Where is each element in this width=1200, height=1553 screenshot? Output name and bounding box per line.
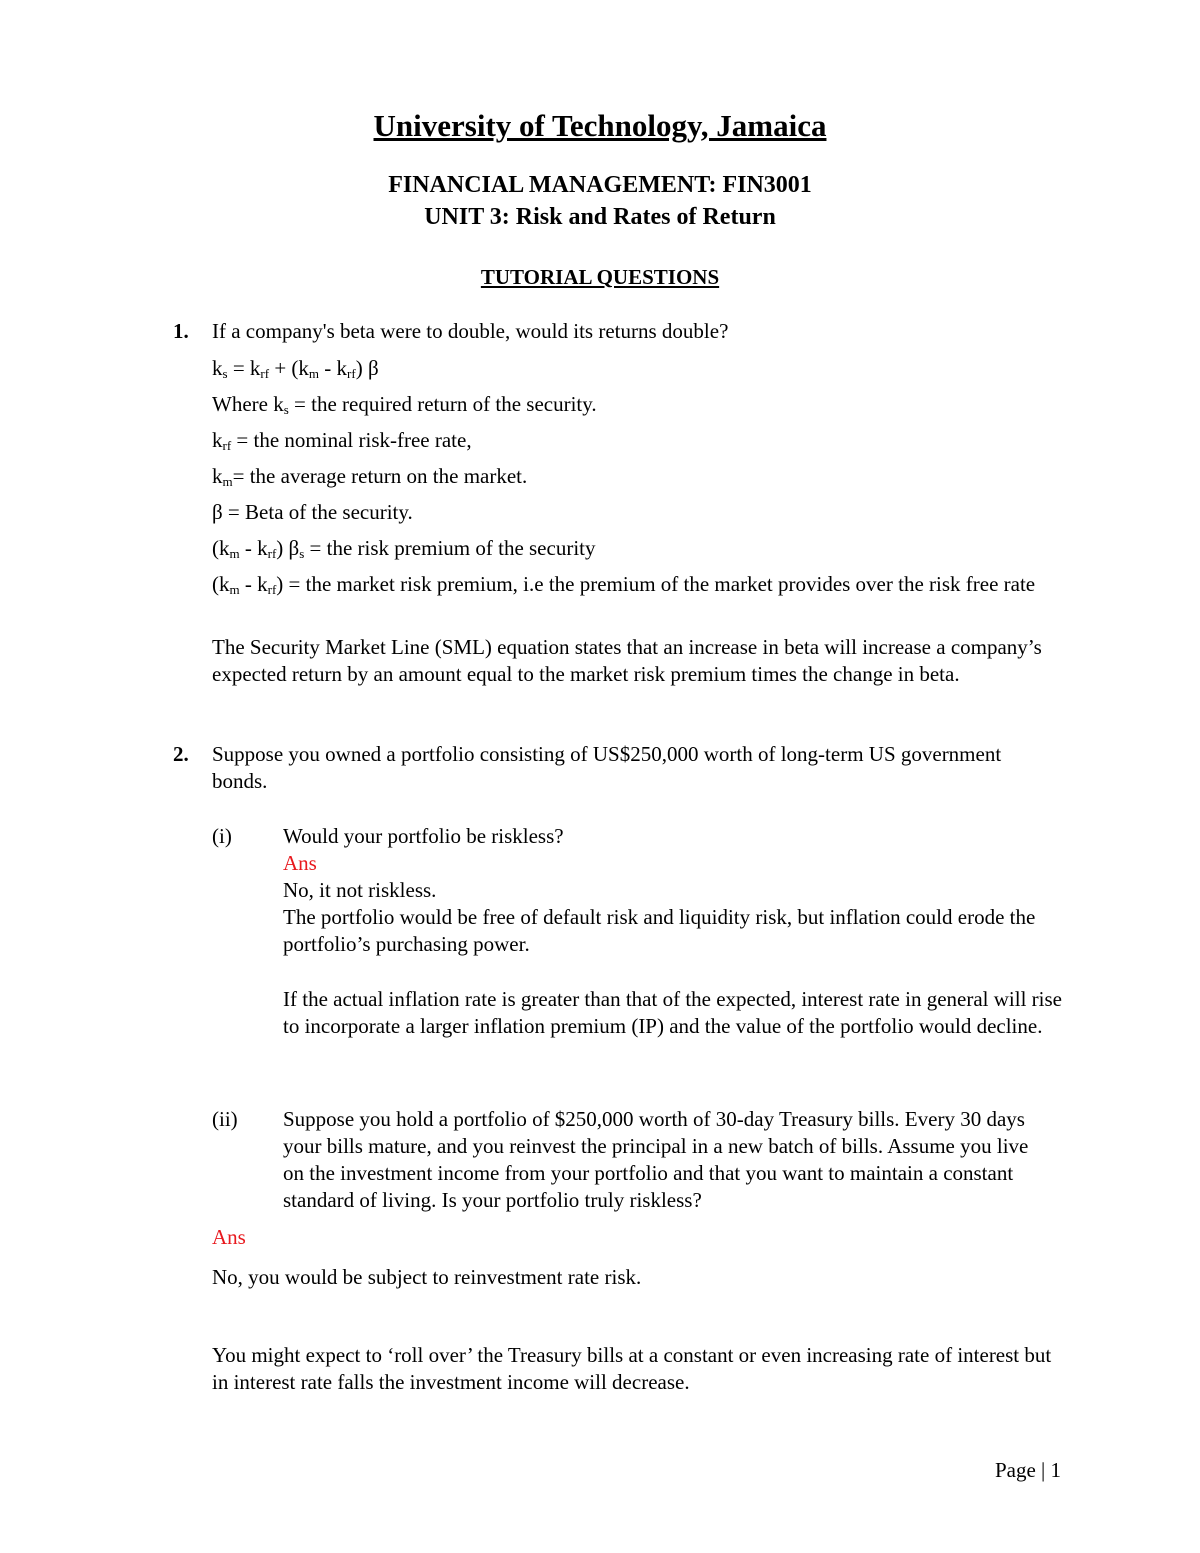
q1-question: If a company's beta were to double, would its returns double?	[212, 319, 729, 343]
q2-part-ii-question: Suppose you hold a portfolio of $250,000 worth of 30-day Treasury bills. Every 30 days your bills mature, and you reinvest the principal in a new batch of bills. Assume you live on the investment income from your portfolio and that you want to maintain a constant standard of living. Is your portfolio truly riskless?	[283, 1107, 1029, 1212]
q1-definition-km: $k_m=$ the average return on the market.	[212, 464, 528, 489]
unit-title: UNIT 3: Risk and Rates of Return	[424, 204, 776, 230]
page-number: Page | 1	[994, 1458, 1061, 1482]
q1-definition-krf: $k_{rf}$ = the nominal risk-free rate,	[212, 428, 472, 453]
q2-part-ii-label: (ii)	[212, 1107, 238, 1131]
q2-part-i-answer-1: No, it not riskless.	[283, 878, 437, 902]
q2-question: Suppose you owned a portfolio consisting of US$250,000 worth of long-term US government bonds.	[212, 742, 1002, 793]
q2-number: 2.	[173, 742, 189, 766]
q2-part-i-answer-2: The portfolio would be free of default risk and liquidity risk, but inflation could erode the portfolio’s purchasing power.	[283, 905, 1036, 956]
q2-part-ii-answer-label: Ans	[212, 1225, 246, 1249]
q1-definition-ks: Where $k_s$ = the required return of the security.	[212, 392, 597, 417]
q2-part-i-answer-3: If the actual inflation rate is greater than that of the expected, interest rate in general will rise to incorporate a larger inflation premium (IP) and the value of the portfolio would decline.	[283, 987, 1062, 1038]
q2-part-ii-answer-2: You might expect to ‘roll over’ the Treasury bills at a constant or even increasing rate of interest but in interest rate falls the investment income will decrease.	[212, 1343, 1052, 1394]
q2-part-i-label: (i)	[212, 824, 232, 848]
q1-definition-beta: β = Beta of the security.	[212, 500, 413, 524]
q1-definition-risk-premium: $(k_m - k_{rf}) \beta_s$ = the risk premium of the security	[212, 536, 596, 561]
section-heading: TUTORIAL QUESTIONS	[480, 265, 720, 289]
q2-part-i-answer-label: Ans	[283, 851, 317, 875]
q1-definition-market-risk-premium: $(k_m - k_{rf})$ = the market risk premium, i.e the premium of the market provides over the risk free rate	[212, 572, 1036, 597]
q2-part-i-question: Would your portfolio be riskless?	[283, 824, 564, 848]
q2-part-ii-answer-1: No, you would be subject to reinvestment rate risk.	[212, 1265, 642, 1289]
university-title: University of Technology, Jamaica	[373, 108, 827, 143]
q1-number: 1.	[173, 319, 189, 343]
q1-formula: $k_s = k_{rf} + (k_m - k_{rf})$ β	[212, 356, 379, 381]
q1-sml-explanation: The Security Market Line (SML) equation states that an increase in beta will increase a company’s expected return by an amount equal to the market risk premium times the change in beta.	[212, 635, 1042, 686]
course-title: FINANCIAL MANAGEMENT: FIN3001	[388, 172, 812, 198]
